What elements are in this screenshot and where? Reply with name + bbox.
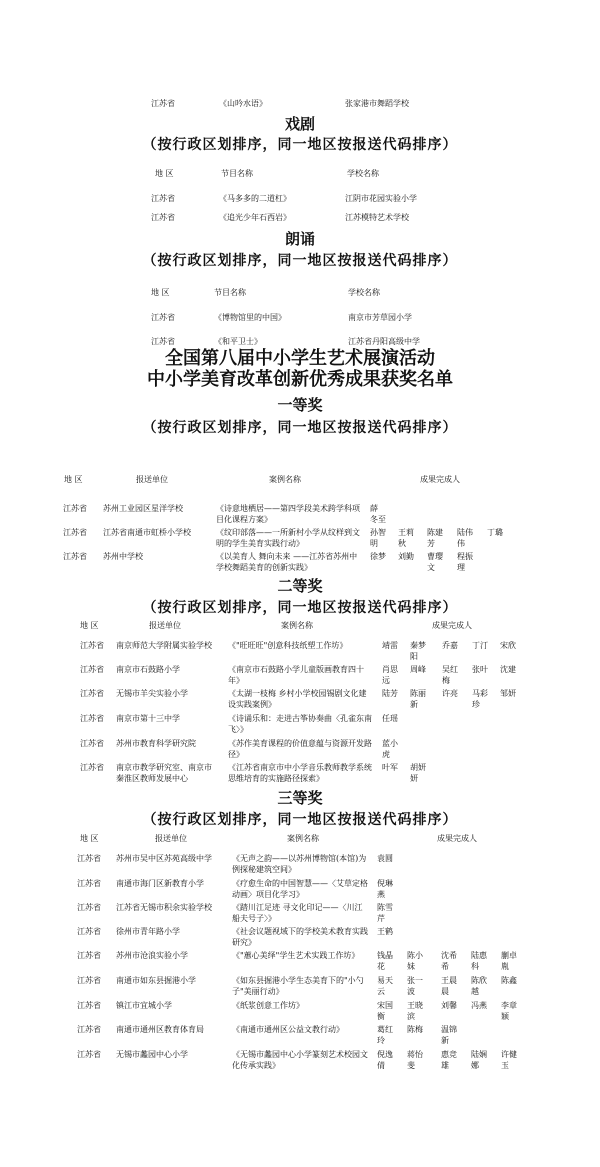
first-row-person: 程振理: [457, 552, 473, 572]
second-row-case: 《苏作美育课程的价值意蕴与资源开发路径》: [228, 739, 372, 759]
second-row-unit: 无锡市羊尖实验小学: [116, 689, 188, 698]
first-row-person: 孙智明: [370, 528, 386, 548]
third-row-case: 《踏川江足迹 寻文化印记——〈川江船夫号子〉》: [232, 903, 363, 923]
second-row-person: 沈建: [500, 665, 516, 674]
drama-row-school: 江苏模特艺术学校: [345, 213, 409, 222]
third-row-person: 陈雪芹: [377, 903, 393, 923]
second-header-region: 地 区: [80, 621, 99, 630]
second-row-person: 秦梦阳: [410, 641, 426, 661]
second-row-person: 邹妍: [500, 689, 516, 698]
drama-row-region: 江苏省: [151, 194, 175, 203]
top-school: 张家港市舞蹈学校: [345, 99, 409, 108]
second-row-person: 任瑶: [382, 714, 398, 723]
second-row-person: 丁汀: [472, 641, 488, 650]
third-row-region: 江苏省: [77, 1001, 101, 1010]
third-row-person: 袁圆: [377, 854, 393, 863]
second-row-person: 陆芳: [382, 689, 398, 698]
first-header-people: 成果完成人: [420, 475, 460, 484]
first-row-unit: 江苏省南通市虹桥小学校: [103, 528, 191, 537]
second-row-person: 靖雷: [382, 641, 398, 650]
second-row-person: 叶军: [382, 763, 398, 772]
recitation-row-program: 《和平卫士》: [214, 337, 262, 346]
third-row-person: 陆惠科: [471, 951, 487, 971]
first-row-person: 陆伟伟: [457, 528, 473, 548]
third-row-case: 《南通市通州区公益文教行动》: [232, 1025, 344, 1034]
second-row-person: 胡妍妍: [410, 763, 426, 783]
third-row-region: 江苏省: [77, 1050, 101, 1059]
drama-row-region: 江苏省: [151, 213, 175, 222]
second-row-region: 江苏省: [80, 739, 104, 748]
third-row-region: 江苏省: [77, 927, 101, 936]
second-row-region: 江苏省: [80, 641, 104, 650]
second-row-case: 《诗诵乐和：走进古筝协奏曲〈孔雀东南飞〉》: [228, 714, 372, 734]
first-row-unit: 苏州工业园区星洋学校: [103, 504, 183, 513]
third-row-unit: 苏州市沧浪实验小学: [116, 951, 188, 960]
second-row-person: 许亮: [442, 689, 458, 698]
drama-row-school: 江阴市花园实验小学: [345, 194, 417, 203]
third-row-person: 易天云: [377, 976, 393, 996]
second-row-region: 江苏省: [80, 689, 104, 698]
third-row-unit: 苏州市吴中区苏苑高级中学: [116, 854, 212, 863]
first-row-case: 《诗意地栖居——第四学段美术跨学科项目化课程方案》: [216, 504, 360, 524]
third-row-person: 陈梅: [407, 1025, 423, 1034]
drama-header-school: 学校名称: [347, 169, 379, 178]
third-row-person: 惠竞雄: [441, 1050, 457, 1070]
third-row-person: 许健玉: [501, 1050, 517, 1070]
recitation-header-program: 节目名称: [214, 288, 246, 297]
first-header-region: 地 区: [64, 475, 83, 484]
third-row-case: 《疗愈生命的中国智慧——〈艾草定格动画〉项目化学习》: [232, 879, 368, 899]
third-row-person: 温锦新: [441, 1025, 457, 1045]
third-row-person: 钱晶花: [377, 951, 393, 971]
third-header-unit: 报送单位: [155, 834, 187, 843]
third-header-case: 案例名称: [287, 834, 319, 843]
third-row-unit: 南通市如东县掘港小学: [116, 976, 196, 985]
recitation-sort-note: （按行政区划排序，同一地区按报送代码排序）: [142, 253, 458, 269]
second-header-unit: 报送单位: [149, 621, 181, 630]
third-row-person: 王鹤: [377, 927, 393, 936]
third-row-unit: 无锡市蠡园中心小学: [116, 1050, 188, 1059]
third-row-person: 沈希希: [441, 951, 457, 971]
third-row-unit: 南通市通州区教育体育局: [116, 1025, 204, 1034]
second-sort-note: （按行政区划排序，同一地区按报送代码排序）: [142, 600, 458, 616]
second-row-case: 《"旺旺旺"创意科技纸塑工作坊》: [228, 641, 348, 650]
second-row-person: 张叶: [472, 665, 488, 674]
recitation-title: 朗诵: [284, 230, 315, 248]
drama-header-region: 地 区: [155, 169, 174, 178]
top-program: 《山吟水语》: [219, 99, 267, 108]
recitation-row-region: 江苏省: [151, 313, 175, 322]
second-row-case: 《太湖一枝梅 乡村小学校园锡剧文化建设实践案例》: [228, 689, 367, 709]
third-row-person: 冯燕: [471, 1001, 487, 1010]
recitation-header-school: 学校名称: [348, 288, 380, 297]
third-row-person: 张一波: [407, 976, 423, 996]
first-row-person: 丁璐: [487, 528, 503, 537]
recitation-row-school: 南京市芳草园小学: [348, 313, 412, 322]
drama-header-program: 节目名称: [221, 169, 253, 178]
second-row-case: 《江苏省南京市中小学音乐教师教学系统思维培育的实施路径探索》: [228, 763, 372, 783]
third-row-person: 李章颖: [501, 1001, 517, 1021]
first-prize-title: 一等奖: [277, 396, 323, 414]
main-title-1: 全国第八届中小学生艺术展演活动: [165, 348, 435, 369]
third-row-person: 陈小妹: [407, 951, 423, 971]
second-row-person: 乔嘉: [442, 641, 458, 650]
third-row-person: 宋国衡: [377, 1001, 393, 1021]
second-row-person: 宋欣: [500, 641, 516, 650]
third-row-case: 《无锡市蠡园中心小学篆刻艺术校园文化传承实践》: [232, 1050, 368, 1070]
third-row-region: 江苏省: [77, 951, 101, 960]
third-row-person: 蒯卓胤: [501, 951, 517, 971]
first-row-person: 刘勤: [398, 552, 414, 561]
first-row-case: 《纹印部落——一所新村小学从纹样到文明的学生美育实践行动》: [216, 528, 360, 548]
second-row-person: 肖思远: [382, 665, 398, 685]
second-header-people: 成果完成人: [432, 621, 472, 630]
third-row-person: 陆娴娜: [471, 1050, 487, 1070]
third-row-person: 王晨晨: [441, 976, 457, 996]
drama-sort-note: （按行政区划排序，同一地区按报送代码排序）: [142, 137, 458, 153]
first-row-region: 江苏省: [63, 528, 87, 537]
third-sort-note: （按行政区划排序，同一地区按报送代码排序）: [142, 812, 458, 828]
third-row-region: 江苏省: [77, 903, 101, 912]
first-row-person: 曹璎文: [427, 552, 443, 572]
third-row-person: 陈欣越: [471, 976, 487, 996]
third-row-case: 《如东县掘港小学生态美育下的"小勺子"美丽行动》: [232, 976, 364, 996]
third-row-case: 《纸浆创意工作坊》: [232, 1001, 304, 1010]
third-prize-title: 三等奖: [277, 789, 323, 807]
third-row-region: 江苏省: [77, 976, 101, 985]
third-row-region: 江苏省: [77, 854, 101, 863]
third-row-person: 倪琳燕: [377, 879, 393, 899]
third-header-people: 成果完成人: [437, 834, 477, 843]
third-row-case: 《无声之韵——以苏州博物馆(本馆)为例探秘建筑空间》: [232, 854, 367, 874]
third-row-person: 王晓滨: [407, 1001, 423, 1021]
first-sort-note: （按行政区划排序，同一地区按报送代码排序）: [142, 420, 458, 436]
second-row-unit: 南京市石鼓路小学: [116, 665, 180, 674]
third-row-unit: 江苏省无锡市积余实验学校: [116, 903, 212, 912]
first-row-unit: 苏州中学校: [103, 552, 143, 561]
second-row-person: 蓝小虎: [382, 739, 398, 759]
second-row-unit: 南京市教学研究室、南京市秦淮区教师发展中心: [116, 763, 212, 783]
second-row-unit: 南京市第十三中学: [116, 714, 180, 723]
main-title-2: 中小学美育改革创新优秀成果获奖名单: [147, 369, 453, 390]
third-header-region: 地 区: [80, 834, 99, 843]
first-row-region: 江苏省: [63, 552, 87, 561]
second-header-case: 案例名称: [281, 621, 313, 630]
third-row-person: 倪逸倩: [377, 1050, 393, 1070]
third-row-case: 《社会议题视域下的学校美术教育实践研究》: [232, 927, 368, 947]
second-prize-title: 二等奖: [277, 577, 323, 595]
drama-row-program: 《追光少年石西岩》: [219, 213, 291, 222]
third-row-person: 刘馨: [441, 1001, 457, 1010]
second-row-person: 马彩珍: [472, 689, 488, 709]
recitation-row-school: 江苏省丹阳高级中学: [348, 337, 420, 346]
first-header-unit: 报送单位: [136, 475, 168, 484]
drama-title: 戏剧: [284, 115, 315, 133]
recitation-header-region: 地 区: [151, 288, 170, 297]
first-row-person: 徐梦: [370, 552, 386, 561]
third-row-person: 葛红玲: [377, 1025, 393, 1045]
third-row-region: 江苏省: [77, 1025, 101, 1034]
first-row-person: 薛 冬至: [370, 504, 386, 524]
third-row-unit: 徐州市青年路小学: [116, 927, 180, 936]
recitation-row-program: 《博物馆里的中国》: [214, 313, 286, 322]
top-region: 江苏省: [151, 99, 175, 108]
second-row-region: 江苏省: [80, 763, 104, 772]
recitation-row-region: 江苏省: [151, 337, 175, 346]
first-row-person: 王莉秋: [398, 528, 414, 548]
drama-row-program: 《马多多的二道杠》: [219, 194, 291, 203]
first-row-person: 陈建芳: [427, 528, 443, 548]
second-row-person: 吴红梅: [442, 665, 458, 685]
first-row-case: 《以美育人 舞向未来 ——江苏省苏州中学校舞蹈美育的创新实践》: [216, 552, 358, 572]
second-row-person: 周峰: [410, 665, 426, 674]
third-row-unit: 南通市海门区新教育小学: [116, 879, 204, 888]
third-row-person: 陈鑫: [501, 976, 517, 985]
second-row-case: 《南京市石鼓路小学儿童版画教育四十年》: [228, 665, 364, 685]
first-header-case: 案例名称: [269, 475, 301, 484]
third-row-person: 蒋怡斐: [407, 1050, 423, 1070]
second-row-unit: 南京师范大学附属实验学校: [116, 641, 212, 650]
second-row-region: 江苏省: [80, 714, 104, 723]
second-row-unit: 苏州市教育科学研究院: [116, 739, 196, 748]
first-row-region: 江苏省: [63, 504, 87, 513]
second-row-person: 陈丽新: [410, 689, 426, 709]
third-row-unit: 镇江市宜城小学: [116, 1001, 172, 1010]
second-row-region: 江苏省: [80, 665, 104, 674]
third-row-region: 江苏省: [77, 879, 101, 888]
third-row-case: 《"蕙心美绎"学生艺术实践工作坊》: [232, 951, 360, 960]
